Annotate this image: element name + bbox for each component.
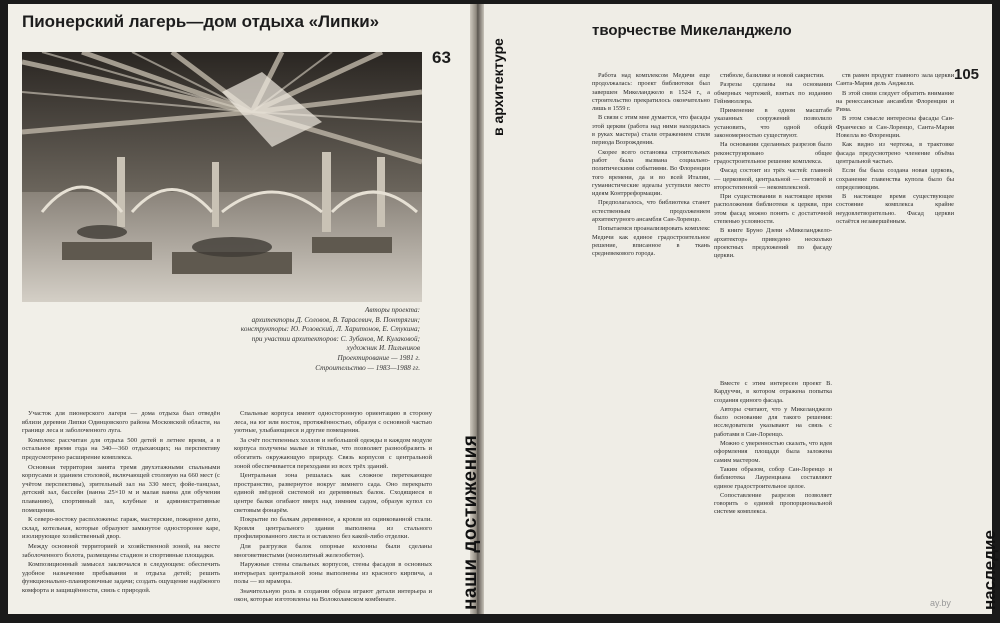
paragraph: Значительную роль в создании образа играют детали интерьера и окон, которые изготовлены на Волоколамском комбинате. (234, 587, 432, 604)
paragraph: В этой связи следует обратить внимание на ренессансные ансамбли Флоренции и Рима. (836, 89, 954, 114)
watermark: ay.by (930, 598, 951, 608)
left-text-column-1 (22, 410, 220, 596)
section-title-text: наследие (980, 530, 999, 610)
paragraph: В книге Бруно Дзеви «Микеланджело-архитектор» приведено несколько проектных предложений по фасаду церкви. (714, 227, 832, 260)
paragraph: Основная территория занята тремя двухэтажными спальными корпусами и зданием столовой, включающей столовую на 660 мест (с учётом перспективы), зрительный зал на 330 мест, фойе-танцзал, детский зал, бассейн (ванна 25×10 м и малая ванна для обучения плаванию), спортивный зал, клубные и административные помещения. (22, 463, 220, 514)
paragraph: Вместе с этим интересен проект В. Кардуччи, в котором отражена попытка создания единого фасада. (714, 380, 832, 404)
paragraph: ств рамен продукт главного зала церкви Санта-Мария дель Анджели. (836, 72, 954, 88)
interior-photo (22, 52, 422, 302)
paragraph: Можно с уверенностью сказать, что идея оформления площади была заложена самим мастером. (714, 440, 832, 464)
credits-line: Проектирование — 1981 г. (337, 353, 420, 362)
paragraph: Скорее всего остановка строительных работ была вызвана социально-политическими событиями. Во Флоренции того времени, да и во всей Италии, гуманистические идеалы уступили место идеям Контрреформации. (592, 148, 710, 198)
credits-line: художник И. Пильников (346, 344, 420, 353)
paragraph: Как видно из чертежа, в трактовке фасада предусмотрено членение объёма центральной частью. (836, 141, 954, 165)
paragraph: Авторы считают, что у Микеланджело было основание для такого решения: исследователи указывают на связь с работами в Сан-Лоренцо. (714, 405, 832, 438)
section-title-vertical-left (440, 140, 481, 610)
paragraph: В настоящее время существующее состояние комплекса крайне неудовлетворительно. Фасад церкви остаётся незавершённым. (836, 193, 954, 226)
paragraph: В этом смысле интересны фасады Сан-Франческо и Сан-Лоренцо, Санта-Мария Новелла во Флоренции. (836, 115, 954, 140)
right-text-column-1 (592, 72, 710, 260)
paragraph: На основании сделанных разрезов было реконструировано общее градостроительное решение комплекса. (714, 141, 832, 165)
spine-title-text: в архитектуре (490, 38, 506, 136)
paragraph: Покрытие по балкам деревянное, а кровля из оцинкованной стали. Кровля центрального здания выполнена из стального профилированного листа и оставлено без какой-либо отделки. (234, 516, 432, 541)
credits-line: Авторы проекта: (364, 306, 420, 314)
paragraph: Если бы была создана новая церковь, сохранение главенства купола было бы определяющим. (836, 167, 954, 191)
credits-line: конструкторы: Ю. Розовский, Л. Харитонов, Е. Стукина; (240, 325, 420, 334)
spine-title (470, 10, 506, 140)
credits-line: Строительство — 1983—1988 гг. (315, 363, 420, 372)
paragraph: стибюле, базилике и новой сакристии. (720, 72, 825, 79)
paragraph: Предполагалось, что библиотека станет естественным продолжением архитектурного ансамбля Сан-Лоренцо. (592, 199, 710, 224)
left-page-heading: Пионерский лагерь—дом отдыха «Липки» (22, 12, 380, 31)
paragraph: Сопоставление разрезов позволяет говорить о единой пропорциональной системе комплекса. (714, 491, 832, 516)
section-title-text: наши достижения (460, 434, 481, 610)
right-text-column-4 (836, 72, 954, 227)
paragraph: Наружные стены спальных корпусов, стены фасадов в основных интерьерах центральной зоны выполнены из красного кирпича, а полы — из мрамора. (234, 561, 432, 586)
left-page-number: 63 (432, 48, 451, 67)
right-text-column-3 (714, 380, 832, 518)
paragraph: При существовании в настоящее время расположения библиотеки к церкви, при этом фасад можно понять с достаточной степенью условности. (714, 193, 832, 226)
section-title-vertical-right (958, 470, 999, 610)
paragraph: Попытаемся проанализировать комплекс Медичи как единое градостроительное решение, вписанное в ткань средневекового города. (592, 225, 710, 258)
project-credits (120, 306, 420, 373)
paragraph: К северо-востоку расположены: гараж, мастерские, пожарное депо, склад, котельная, которые образуют замкнутое односторонее каре, изолирующее хозяйственный двор. (22, 516, 220, 541)
paragraph: Применение в одном масштабе указанных сооружений позволило установить, что одной общей закономерностью существуют. (714, 107, 832, 140)
paragraph: Участок для пионерского лагеря — дома отдыха был отведён вблизи деревни Липки Одинцовского района Московской области, на границе леса и заболоченного луга. (22, 410, 220, 435)
paragraph: Спальные корпуса имеют односторонную ориентацию в сторону леса, на юг или восток, протяжённостью, образуя с основной частью уютные, улыбающиеся и другие помещения. (234, 410, 432, 435)
paragraph: Между основной территорией и хозяйственной зоной, на месте заболоченного болота, размещены стадион и спортивные площадки. (22, 542, 220, 559)
right-text-column-2 (714, 72, 832, 262)
paragraph: Таким образом, собор Сан-Лоренцо и библиотека Лауренциана составляют единое градостроительное целое. (714, 465, 832, 490)
paragraph: За счёт постепенных холлов и небольшой одежды в каждом модуле корпуса получены малые и тёплые, что позволяет разнообразить и обогатить окружающую природу. Связь корпусов с центральной зоной обеспечивается переходами из всех трёх зданий. (234, 436, 432, 470)
paragraph: Разрезы сделаны на основании обмерных чертежей, взятых по изданию Гейнмюллера. (714, 81, 832, 105)
paragraph: Композиционный замысел заключался в следующем: обеспечить удобное назначение пребывания и отдыха детей; решить функционально-планировочные задачи; создать ощущение надёжного комфорта и защищённости, связь с природой. (22, 561, 220, 594)
paragraph: Для разгрузки балок опорные колонны были сделаны многоветвистыми (монолитный железобетон). (234, 542, 432, 559)
paragraph: В связи с этим мне думается, что фасады этой церкви (работа над ними находилась в руках мастера) стали отражением стиля периода Возрождения. (592, 114, 710, 147)
right-page-number: 105 (954, 66, 980, 83)
right-page-heading: творчестве Микеланджело (592, 22, 792, 39)
left-body-text (22, 410, 442, 610)
paragraph: Работа над комплексом Медичи еще продолжалась: проект библиотеки был завершен Микеланджело в 1524 г., а строительство прекратилось окончательно лишь в 1559 г. (592, 72, 710, 113)
left-text-column-2 (234, 410, 432, 606)
credits-line: архитекторы Д. Соловов, В. Тарасевич, В. Понтрягин; (251, 315, 420, 324)
paragraph: Комплекс рассчитан для отдыха 500 детей в летнее время, а в остальное время года на 340—360 отдыхающих; на перспективу предусмотрено расширение комплекса. (22, 436, 220, 461)
paragraph: Фасад состоит из трёх частей: главной — церковной, центральной — световой и второстепенной — некомплексной. (714, 167, 832, 191)
paragraph: Центральная зона решалась как сложное перетекающее пространство, развернутое вокруг зимнего сада. Оно перекрыто единой звёздной системой из деревянных балок. Сходящиеся в центре балки огибают вверх над зимним садом, образуя купол со световым фонарём. (234, 472, 432, 514)
credits-line: при участии архитекторов: С. Зубанов, М. Кулаковой; (251, 334, 420, 343)
interior-photo-image (22, 52, 422, 302)
